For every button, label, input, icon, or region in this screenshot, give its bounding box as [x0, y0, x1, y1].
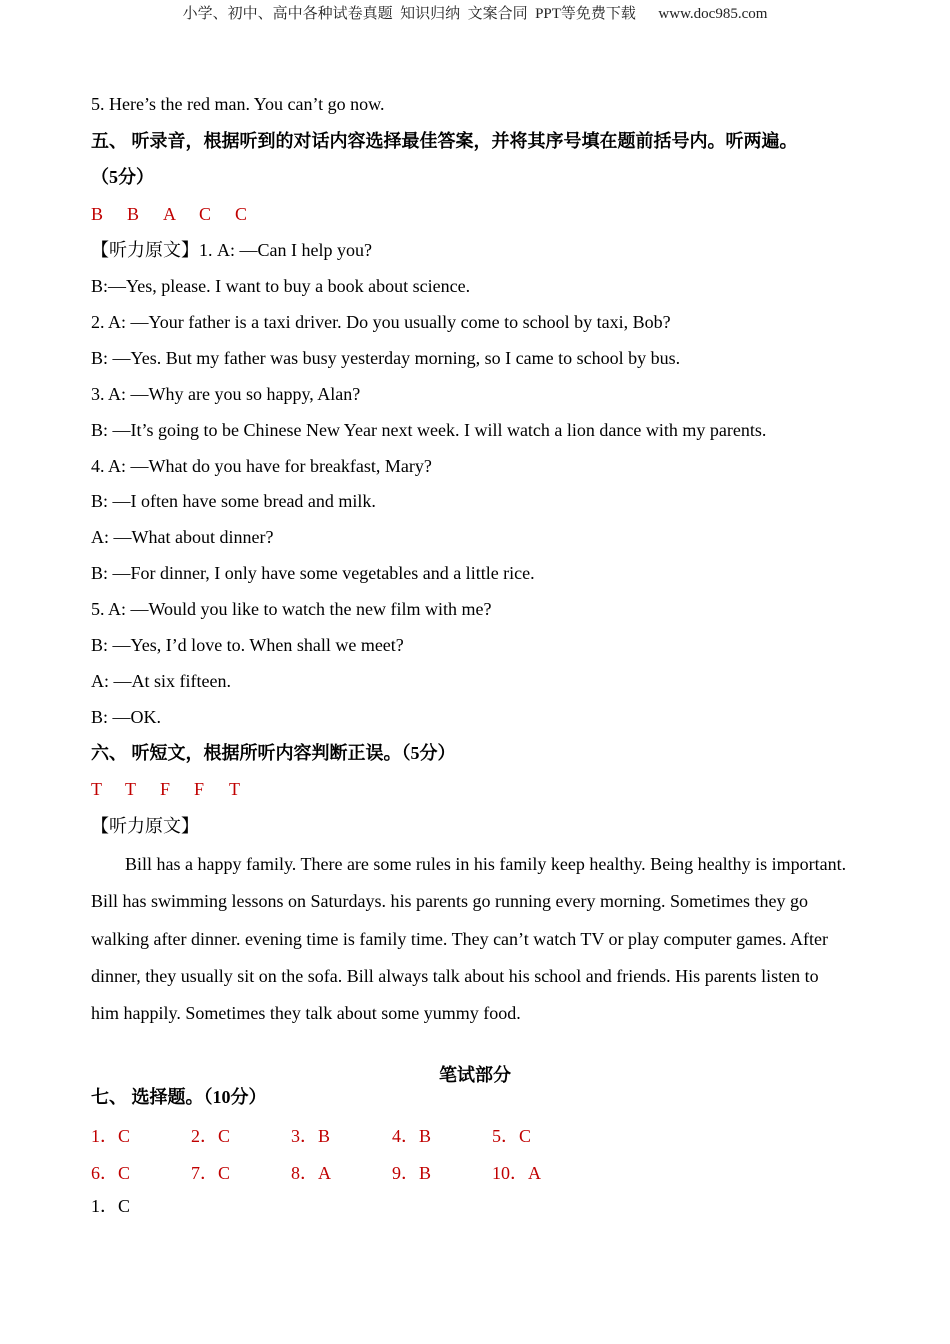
- section-7-title: 七、 选择题。（10分）: [91, 1087, 267, 1107]
- section-6-passage: Bill has a happy family. There are some rules in his family keep healthy. Being healthy is important. Bill has swimming lessons on Saturdays. his parents go running every morning. Sometimes they go walking after dinner. evening time is family time. They can’t watch TV or play computer games. After dinner, they usually sit on the sofa. Bill always talk about his school and friends. His parents listen to him happily. Sometimes they talk about some yummy food.: [91, 854, 847, 1024]
- transcript-line: B:—Yes, please. I want to buy a book about science.: [91, 276, 471, 296]
- section-5-score: （5分）: [91, 167, 154, 187]
- transcript-line: B: —Yes. But my father was busy yesterday morning, so I came to school by bus.: [91, 348, 681, 368]
- transcript-line: A: —At six fifteen.: [91, 671, 231, 691]
- answer: B: [91, 204, 104, 224]
- answer: F: [160, 779, 171, 799]
- prev-item-line: 5. Here’s the red man. You can’t go now.: [91, 94, 385, 114]
- answer: T: [91, 779, 102, 799]
- answer: 4．B: [392, 1126, 432, 1146]
- answer: C: [235, 204, 248, 224]
- answer: T: [229, 779, 240, 799]
- transcript-line: B: —For dinner, I only have some vegetables and a little rice.: [91, 563, 535, 583]
- answer: 7．C: [191, 1163, 231, 1183]
- written-part-title: 笔试部分: [439, 1065, 511, 1085]
- transcript-line: B: —It’s going to be Chinese New Year next week. I will watch a lion dance with my parents.: [91, 420, 767, 440]
- transcript-line: B: —OK.: [91, 707, 162, 727]
- answer: 2．C: [191, 1126, 231, 1146]
- answer: 6．C: [91, 1163, 131, 1183]
- answer: 1．C: [91, 1126, 131, 1146]
- page-header: 小学、初中、高中各种试卷真题 知识归纳 文案合同 PPT等免费下载 www.doc985.com: [182, 6, 768, 22]
- transcript-line: B: —Yes, I’d love to. When shall we meet?: [91, 635, 404, 655]
- answer: C: [199, 204, 212, 224]
- transcript-line: 4. A: —What do you have for breakfast, Mary?: [91, 456, 432, 476]
- transcript-line: A: —What about dinner?: [91, 527, 274, 547]
- section-6-transcript-label: 【听力原文】: [91, 816, 199, 836]
- answer: A: [163, 204, 176, 224]
- section-6-title: 六、 听短文，根据所听内容判断正误。（5分）: [91, 743, 456, 763]
- section-7-first-item: 1．C: [91, 1196, 131, 1216]
- answer: B: [127, 204, 140, 224]
- answer: 5．C: [492, 1126, 532, 1146]
- section-6-answers: [91, 778, 240, 800]
- section-5-answers: [91, 203, 247, 225]
- transcript-line: 3. A: —Why are you so happy, Alan?: [91, 384, 361, 404]
- transcript-line: 5. A: —Would you like to watch the new film with me?: [91, 599, 492, 619]
- answer: 3．B: [291, 1126, 331, 1146]
- transcript-line: 1. A: —Can I help you?: [199, 240, 372, 260]
- section-5-title: 五、 听录音，根据听到的对话内容选择最佳答案，并将其序号填在题前括号内。听两遍。: [91, 131, 798, 151]
- answer: T: [125, 779, 136, 799]
- answer: 10．A: [492, 1163, 541, 1183]
- transcript-label: 【听力原文】: [91, 240, 199, 260]
- section-5-transcript-header: [91, 239, 372, 261]
- transcript-line: B: —I often have some bread and milk.: [91, 491, 376, 511]
- transcript-line: 2. A: —Your father is a taxi driver. Do you usually come to school by taxi, Bob?: [91, 312, 671, 332]
- answer: F: [194, 779, 205, 799]
- answer: 9．B: [392, 1163, 432, 1183]
- answer: 8．A: [291, 1163, 331, 1183]
